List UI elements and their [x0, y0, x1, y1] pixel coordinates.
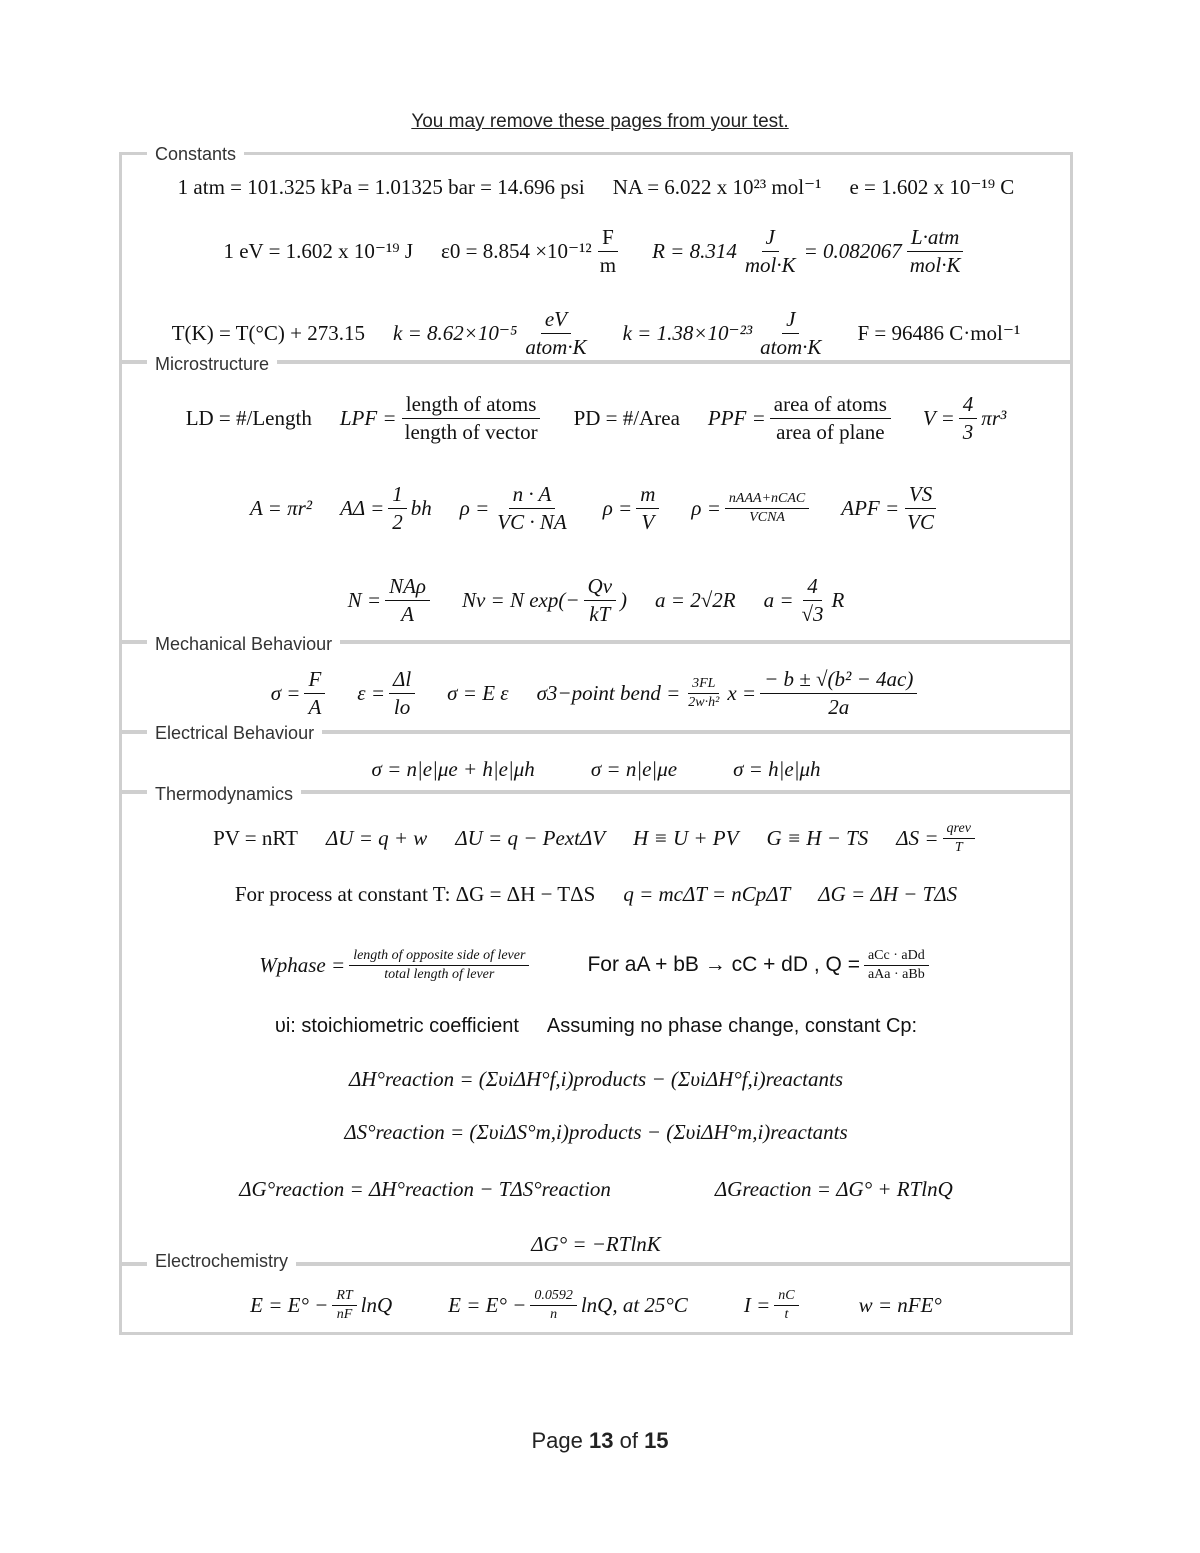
constants-row-3: [119, 304, 1073, 362]
permittivity: ε0 = 8.854 ×10⁻¹² $\frac{F}{m}$: [441, 225, 617, 277]
gibbs-equilibrium: ΔG° = −RTlnK: [531, 1231, 661, 1256]
reaction-quotient: For aA + bB → cC + dD , Q = $\frac{\text{aCc · aDd}}{\text{aAa · aBb}}$: [587, 947, 932, 983]
lever-rule: Wphase = $\frac{\text{length of opposite side of lever}}{\text{total length of lever}}$: [259, 947, 533, 983]
section-title-electrical: Electrical Behaviour: [147, 723, 322, 744]
hookes-law: σ = E ε: [447, 680, 509, 705]
fcc-lattice-parameter: a = 2√2R: [655, 587, 736, 612]
gibbs-relation: ΔG = ΔH − TΔS: [818, 881, 958, 906]
thermo-row-6: [119, 1115, 1073, 1149]
reaction-gibbs: ΔG°reaction = ΔH°reaction − TΔS°reaction: [239, 1176, 611, 1201]
thermo-row-3: [119, 936, 1073, 994]
sphere-volume: V = $\frac{4}{3}$ πr³: [922, 392, 1007, 444]
triangle-area: AΔ = $\frac{1}{2}$ bh: [340, 482, 432, 534]
atomic-packing-factor: APF = $\frac{VS}{VC}$: [841, 481, 942, 535]
first-law-work: ΔU = q − PextΔV: [455, 825, 606, 850]
thermo-row-7: [119, 1172, 1073, 1206]
nernst-equation: E = E° − $\frac{RT}{nF}$ lnQ: [250, 1288, 393, 1322]
conductivity-n-type: σ = n|e|μe: [590, 756, 678, 781]
constants-row-2: [119, 222, 1073, 280]
page-of-label: of: [619, 1428, 638, 1453]
section-title-constants: Constants: [147, 144, 244, 165]
avogadro-constant: NA = 6.022 x 10²³ mol⁻¹: [612, 174, 822, 199]
conductivity-p-type: σ = h|e|μh: [733, 756, 821, 781]
faraday-constant: F = 96486 C·mol⁻¹: [857, 320, 1021, 345]
assumption-note: Assuming no phase change, constant Cp:: [546, 1014, 918, 1037]
elementary-charge: e = 1.602 x 10⁻¹⁹ C: [849, 174, 1015, 199]
first-law: ΔU = q + w: [325, 825, 428, 850]
bcc-lattice-parameter: a = $\frac{4}{√3}$ R: [763, 574, 845, 626]
strain-formula: ε = $\frac{\Delta l}{lo}$: [357, 666, 419, 720]
gibbs-quotient: ΔGreaction = ΔG° + RTlnQ: [714, 1176, 953, 1201]
entropy-def: ΔS = $\frac{\text{qrev}}{T}$: [896, 820, 979, 856]
electron-volt: 1 eV = 1.602 x 10⁻¹⁹ J: [223, 238, 414, 263]
density-mass-volume: ρ = $\frac{m}{V}$: [603, 481, 664, 535]
ideal-gas-law: PV = nRT: [213, 825, 298, 850]
linear-density: LD = #/Length: [185, 405, 312, 430]
boltzmann-j: k = 1.38×10⁻²³ $\frac{J}{\text{atom·K}}$: [622, 307, 822, 359]
atoms-per-volume: N = $\frac{\text{NAρ}}{A}$: [348, 573, 434, 627]
thermo-row-4: [119, 1010, 1073, 1042]
micro-row-3: [119, 568, 1073, 632]
micro-row-2: [119, 478, 1073, 538]
density-ceramic: ρ = $\frac{\text{nAAA+nCAC}}{\text{VCNA}}$: [691, 490, 813, 526]
elec-row: [119, 752, 1073, 786]
thermo-row-8: [119, 1228, 1073, 1260]
planar-packing-fraction: PPF = $\frac{\text{area of atoms}}{\text{area of plane}}$: [708, 391, 895, 445]
vacancy-concentration: Nv = N exp(− $\frac{Qv}{kT}$ ): [461, 574, 628, 626]
thermo-row-5: [119, 1062, 1073, 1096]
section-title-thermodynamics: Thermodynamics: [147, 784, 301, 805]
thermo-row-2: [119, 876, 1073, 912]
circle-area: A = πr²: [249, 495, 313, 520]
linear-packing-fraction: LPF = $\frac{\text{length of atoms}}{\text{length of vector}}$: [340, 391, 546, 445]
thermo-row-1: [119, 816, 1073, 860]
micro-row-1: [119, 388, 1073, 448]
atm-conversion: 1 atm = 101.325 kPa = 1.01325 bar = 14.696 psi: [177, 174, 585, 199]
page-footer: [0, 1428, 1200, 1454]
remove-pages-notice: You may remove these pages from your test.: [411, 111, 789, 132]
constant-t-gibbs: For process at constant T: ΔG = ΔH − TΔS: [234, 881, 596, 906]
conductivity-total: σ = n|e|μe + h|e|μh: [371, 756, 535, 781]
total-pages-number: 15: [644, 1428, 669, 1453]
density-formula: ρ = $\frac{n \cdot A}{VC \cdot NA}$: [459, 482, 567, 534]
reaction-enthalpy: ΔH°reaction = (ΣυiΔH°f,i)products − (ΣυiΔH°f,i)reactants: [348, 1066, 844, 1091]
gibbs-def: G ≡ H − TS: [766, 825, 869, 850]
kelvin-conversion: T(K) = T(°C) + 273.15: [171, 320, 365, 345]
reaction-entropy: ΔS°reaction = (ΣυiΔS°m,i)products − (ΣυiΔH°m,i)reactants: [344, 1119, 848, 1144]
heat-formula: q = mcΔT = nCpΔT: [623, 881, 791, 906]
boltzmann-ev: k = 8.62×10⁻⁵ $\frac{eV}{\text{atom·K}}$: [393, 307, 587, 359]
section-title-microstructure: Microstructure: [147, 354, 277, 375]
enthalpy-def: H ≡ U + PV: [633, 825, 739, 850]
gas-constant: R = 8.314 $\frac{J}{\text{mol·K}}$ = 0.082067 $\frac{\text{L·atm}}{\text{mol·K}}$: [652, 224, 968, 278]
nernst-25c: E = E° − $\frac{0.0592}{n}$ lnQ, at 25°C: [448, 1288, 688, 1322]
stress-formula: σ = $\frac{F}{A}$: [271, 666, 330, 720]
section-title-mechanical: Mechanical Behaviour: [147, 634, 340, 655]
stoichiometric-note: υi: stoichiometric coefficient: [274, 1014, 519, 1037]
echem-row: [119, 1280, 1073, 1330]
current-formula: I = $\frac{nC}{t}$: [744, 1287, 803, 1323]
page-label: Page: [531, 1428, 583, 1453]
mech-row: [119, 663, 1073, 723]
section-title-electrochemistry: Electrochemistry: [147, 1251, 296, 1272]
planar-density: PD = #/Area: [573, 405, 680, 430]
electrical-work: w = nFE°: [858, 1292, 942, 1317]
constants-row-1: [119, 170, 1073, 204]
three-point-bend: σ3−point bend = $\frac{3FL}{\text{2w·h²}}$ x = $\frac{\text{− b ± √(b² − 4ac)}}{2a}$: [537, 666, 922, 720]
current-page-number: 13: [588, 1428, 614, 1453]
